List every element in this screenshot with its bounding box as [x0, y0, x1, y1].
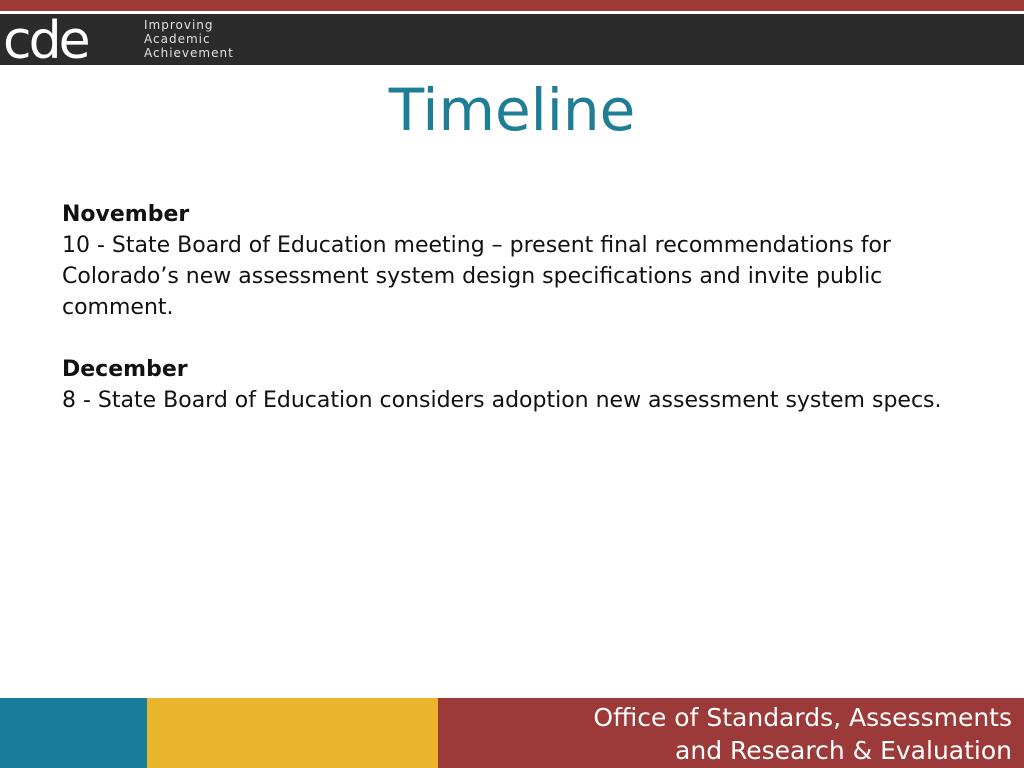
- entry-spacer: [62, 323, 962, 354]
- top-accent-stripe: [0, 0, 1024, 11]
- footer-line-2: and Research & Evaluation: [675, 736, 1012, 765]
- timeline-entry-text: 10 - State Board of Education meeting – present final recommendations for Colorado’s new assessment system design specifications and invite public comment.: [62, 233, 891, 320]
- footer-red-block: [438, 698, 1024, 768]
- footer-office-name: [593, 701, 1012, 767]
- cde-logo: [0, 14, 140, 65]
- tagline-line-3: Achievement: [144, 46, 234, 60]
- timeline-entry-november: [62, 199, 962, 323]
- tagline-line-1: Improving: [144, 18, 214, 32]
- timeline-entry-text: 8 - State Board of Education considers adoption new assessment system specs.: [62, 388, 942, 413]
- timeline-entry-december: [62, 354, 962, 416]
- footer-yellow-block: [147, 698, 438, 768]
- logo-tagline: [144, 18, 234, 60]
- footer-blue-block: [0, 698, 147, 768]
- footer-band: [0, 698, 1024, 768]
- timeline-month: December: [62, 357, 188, 382]
- timeline-month: November: [62, 202, 190, 227]
- footer-line-1: Office of Standards, Assessments: [593, 703, 1012, 732]
- cde-logo-wordmark: cde: [3, 14, 88, 65]
- tagline-line-2: Academic: [144, 32, 211, 46]
- slide-title: Timeline: [388, 76, 636, 144]
- timeline-content: [62, 199, 962, 416]
